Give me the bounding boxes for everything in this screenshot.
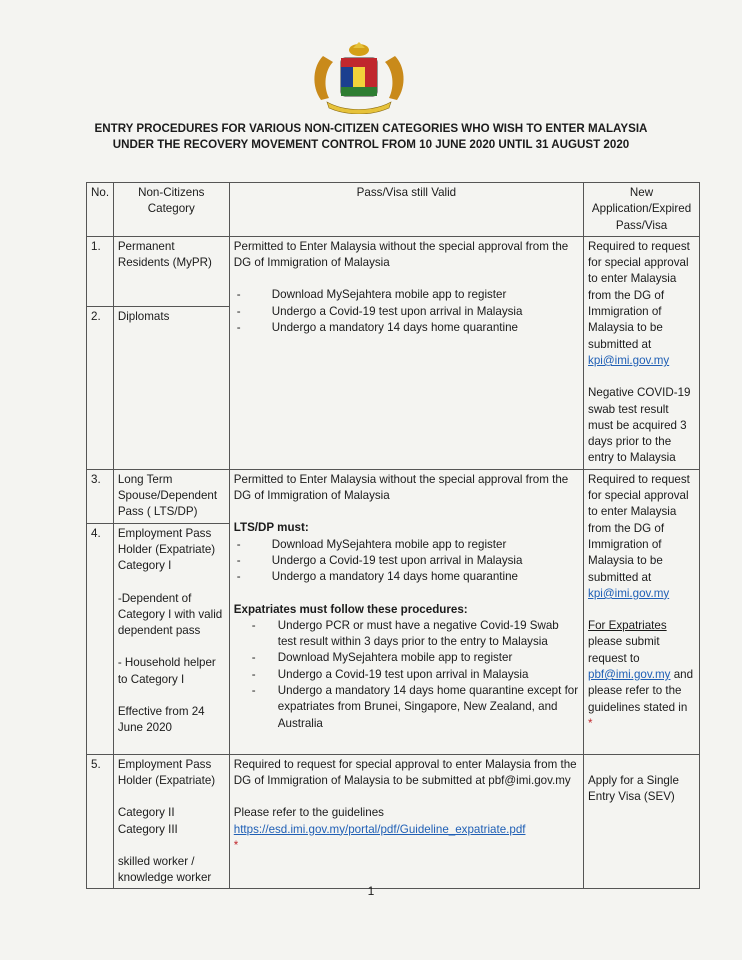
special-approval-text: Required to request for special approval to enter Malaysia from the DG of Immigration of Malaysia to be submitted at pbf@imi.gov.my [233, 757, 577, 787]
guideline-link[interactable]: https://esd.imi.gov.my/portal/pdf/Guideline_expatriate.pdf [233, 822, 526, 836]
row-number: 3. [87, 469, 114, 523]
document-title [60, 121, 682, 153]
title-line-1: ENTRY PROCEDURES FOR VARIOUS NON-CITIZEN CATEGORIES WHO WISH TO ENTER MALAYSIA [94, 122, 648, 135]
list-item: - Download MySejahtera mobile app to register [234, 537, 579, 553]
row-category: Diplomats [113, 306, 229, 469]
category-line: -Dependent of Category I with valid dependent pass [117, 591, 223, 638]
header-new: New Application/Expired Pass/Visa [584, 183, 700, 237]
new-cell-group1 [584, 236, 700, 469]
row-category: Long Term Spouse/Dependent Pass ( LTS/DP) [113, 469, 229, 523]
footnote-star: * [588, 716, 593, 730]
header-category: Non-Citizens Category [113, 183, 229, 237]
new-application-text: Required to request for special approval to enter Malaysia from the DG of Immigration of Malaysia to be submitted at [588, 472, 690, 584]
row-number: 2. [87, 306, 114, 469]
valid-cell-group1 [229, 236, 583, 469]
entry-procedures-table [86, 182, 700, 889]
row-number: 4. [87, 523, 114, 754]
table-row [87, 469, 700, 523]
list-item: - Undergo a Covid-19 test upon arrival in Malaysia [234, 667, 579, 683]
list-item: - Undergo PCR or must have a negative Covid-19 Swab test result within 3 days prior to the entry to Malaysia [234, 618, 579, 651]
page-number: 1 [367, 884, 375, 898]
refer-text: Please refer to the guidelines [233, 806, 384, 820]
category-line: Effective from 24 June 2020 [117, 705, 205, 735]
list-item: - Undergo a mandatory 14 days home quarantine [234, 320, 579, 336]
new-cell-group3 [584, 754, 700, 889]
ltsdp-heading: LTS/DP must: [233, 521, 309, 535]
list-item: - Download MySejahtera mobile app to register [234, 287, 579, 303]
new-cell-group2 [584, 469, 700, 754]
row-category: Permanent Residents (MyPR) [113, 236, 229, 306]
table-row [87, 236, 700, 306]
footnote-star: * [233, 838, 239, 852]
row-category [113, 754, 229, 889]
list-item: - Undergo a Covid-19 test upon arrival in Malaysia [234, 553, 579, 569]
coat-of-arms-logo [305, 42, 413, 114]
swab-note: Negative COVID-19 swab test result must be acquired 3 days prior to the entry to Malaysia [588, 386, 691, 465]
category-line: Category II [117, 806, 175, 820]
row-number: 1. [87, 236, 114, 306]
expat-list [234, 618, 579, 732]
title-line-2: UNDER THE RECOVERY MOVEMENT CONTROL FROM 10 JUNE 2020 UNTIL 31 AUGUST 2020 [112, 138, 630, 151]
new-application-text: Required to request for special approval to enter Malaysia from the DG of Immigration of Malaysia to be submitted at [588, 239, 690, 351]
valid-intro: Permitted to Enter Malaysia without the special approval from the DG of Immigration of Malaysia [233, 472, 569, 503]
category-line: Employment Pass Holder (Expatriate) Category I [117, 526, 216, 573]
category-line: Category III [117, 822, 178, 836]
row-number: 5. [87, 754, 114, 889]
row-category [113, 523, 229, 754]
valid-cell-group2 [229, 469, 583, 754]
category-line: skilled worker / knowledge worker [117, 854, 212, 885]
expat-heading: Expatriates must follow these procedures: [233, 602, 468, 616]
valid-intro: Permitted to Enter Malaysia without the special approval from the DG of Immigration of Malaysia [233, 239, 569, 270]
email-link[interactable]: kpi@imi.gov.my [588, 353, 670, 367]
table-header-row [87, 183, 700, 237]
sev-text: Apply for a Single Entry Visa (SEV) [588, 773, 679, 803]
valid-cell-group3 [229, 754, 583, 889]
expat-label: For Expatriates [588, 619, 667, 633]
requirements-list [234, 287, 579, 336]
header-no: No. [87, 183, 114, 237]
list-item: - Undergo a mandatory 14 days home quarantine except for expatriates from Brunei, Singapore, New Zealand, and Australia [234, 683, 579, 732]
expat-text: please submit request to [588, 635, 660, 665]
ltsdp-list [234, 537, 579, 586]
email-link[interactable]: kpi@imi.gov.my [588, 586, 670, 600]
table-row [87, 754, 700, 889]
list-item: - Undergo a mandatory 14 days home quarantine [234, 569, 579, 585]
expat-tail: and please refer to the guidelines stated in [588, 668, 694, 714]
list-item: - Download MySejahtera mobile app to register [234, 650, 579, 666]
category-line: - Household helper to Category I [117, 656, 216, 686]
category-line: Employment Pass Holder (Expatriate) [117, 757, 216, 787]
header-valid: Pass/Visa still Valid [229, 183, 583, 237]
list-item: - Undergo a Covid-19 test upon arrival in Malaysia [234, 304, 579, 320]
pbf-email-link[interactable]: pbf@imi.gov.my [588, 668, 671, 682]
